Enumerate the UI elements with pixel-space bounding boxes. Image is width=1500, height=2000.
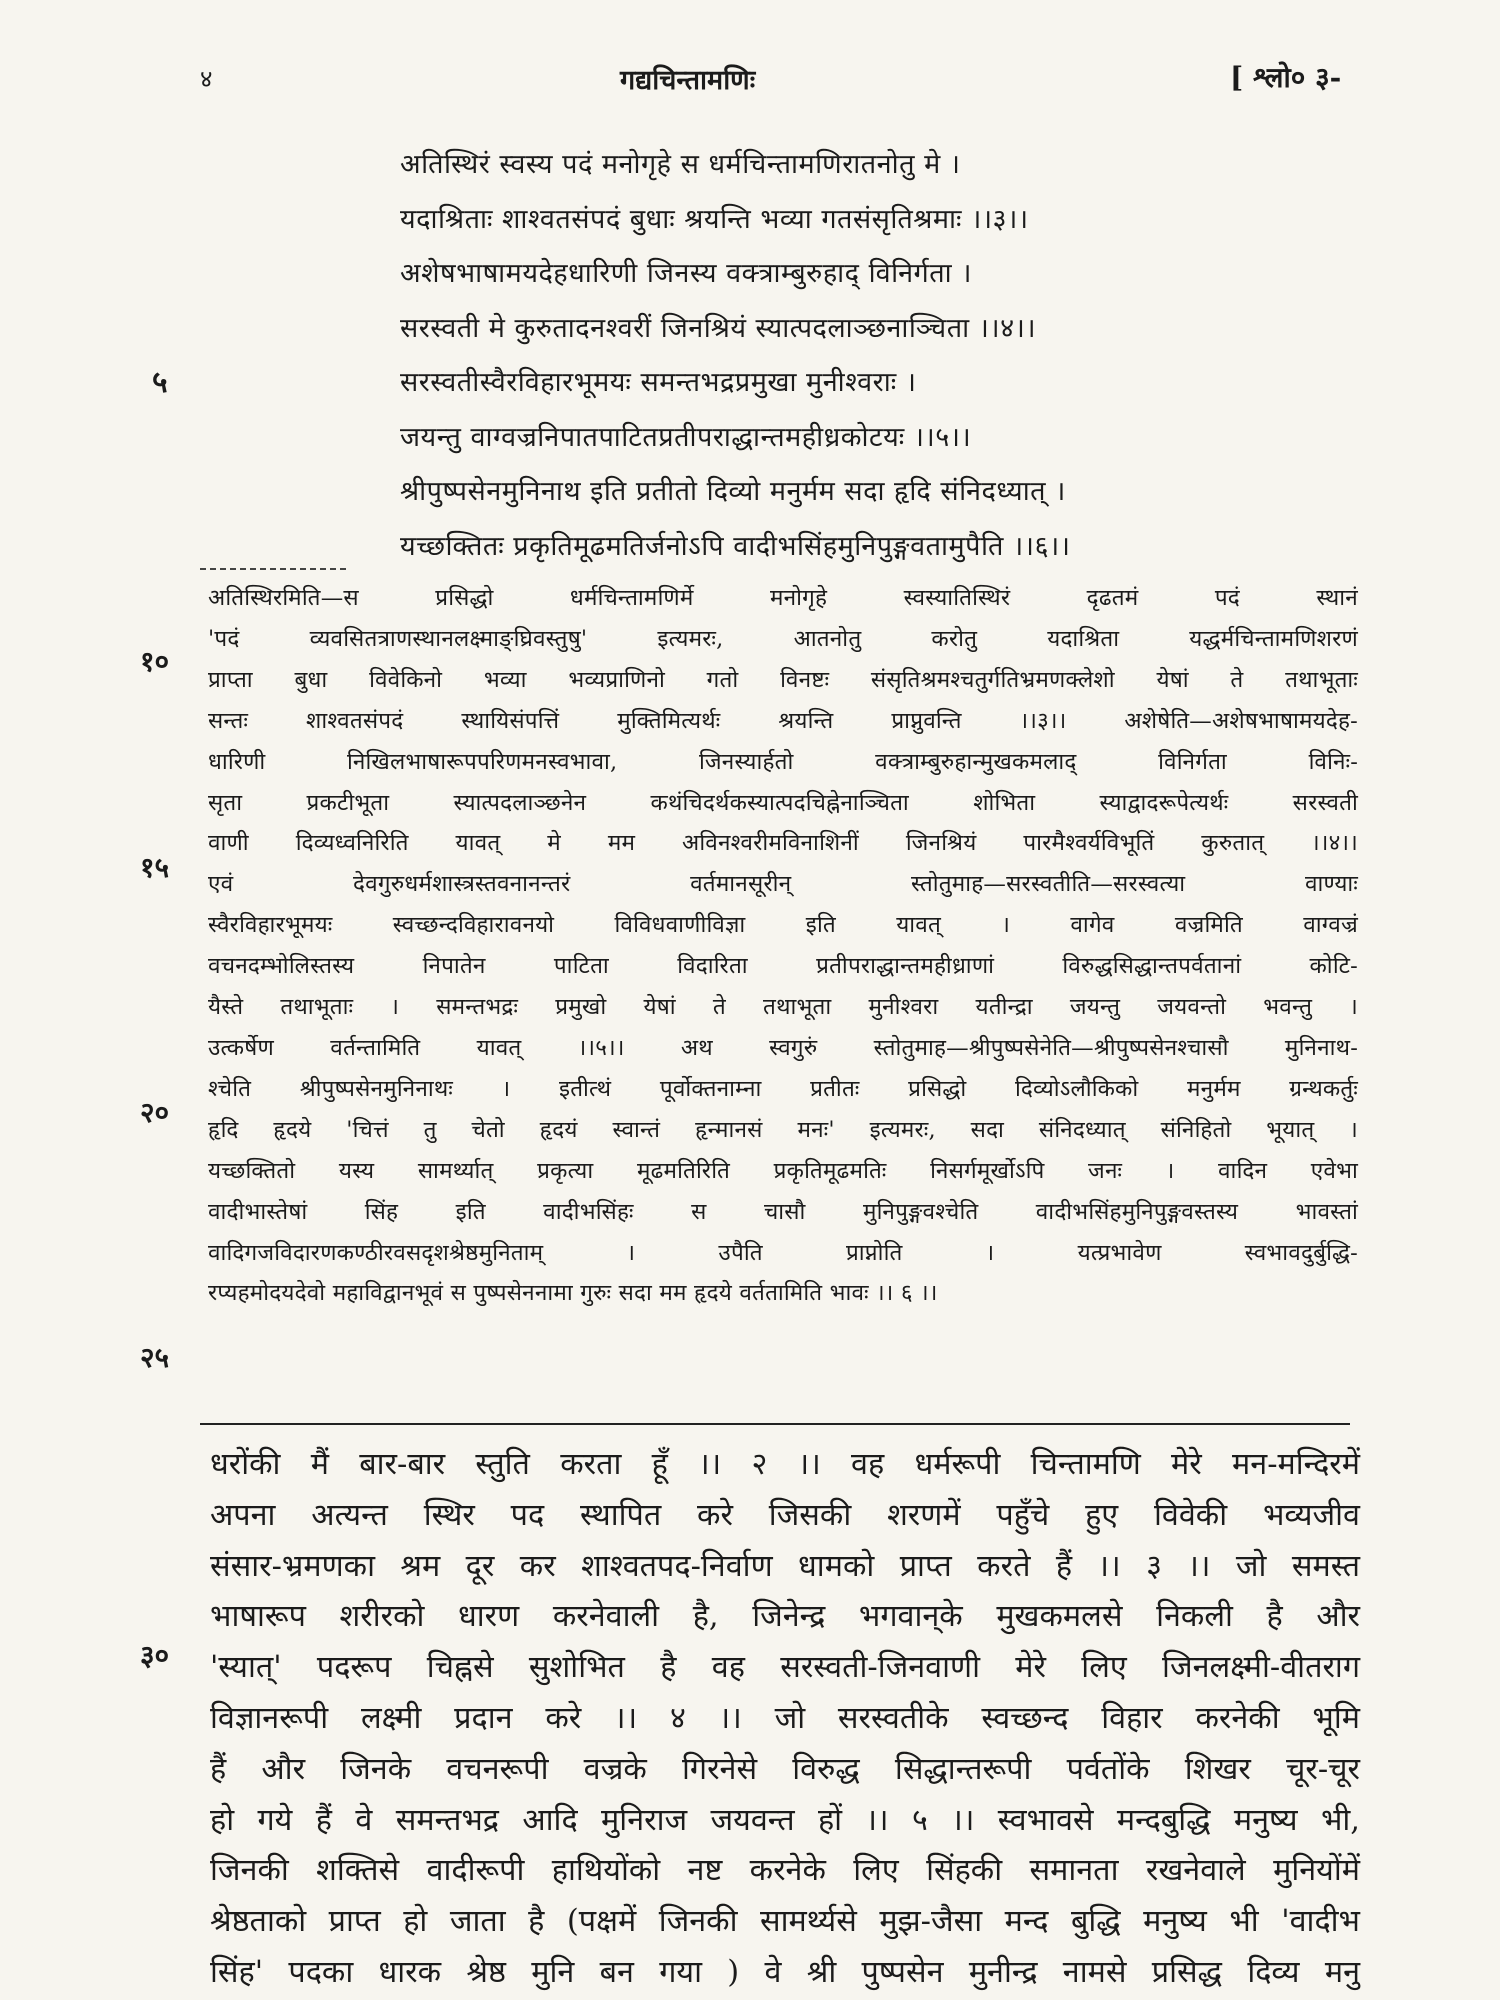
verse-line: यच्छक्तितः प्रकृतिमूढमतिर्जनोऽपि वादीभसिंहमुनिपुङ्गवतामुपैति ।।६।। <box>400 530 1071 562</box>
verse-reference: [ श्लो० ३- <box>1230 61 1342 94</box>
translation-line: हो गये हैं वे समन्तभद्र आदि मुनिराज जयवन्त हों ।। ५ ।। स्वभावसे मन्दबुद्धि मनुष्य भी, <box>210 1802 1360 1838</box>
verse-line: श्रीपुष्पसेनमुनिनाथ इति प्रतीतो दिव्यो मनुर्मम सदा हृदि संनिदध्यात् । <box>400 476 1066 507</box>
translation-line: 'स्यात्' पदरूप चिह्नसे सुशोभित है वह सरस्वती-जिनवाणी मेरे लिए जिनलक्ष्मी-वीतराग <box>210 1650 1360 1686</box>
commentary-line: अतिस्थिरमिति—स प्रसिद्धो धर्मचिन्तामणिर्मे मनोगृहे स्वस्यातिस्थिरं दृढतमं पदं स्थानं <box>208 585 1358 611</box>
horizontal-rule <box>200 1423 1350 1425</box>
commentary-line: यच्छक्तितो यस्य सामर्थ्यात् प्रकृत्या मूढमतिरिति प्रकृतिमूढमतिः निसर्गमूर्खोऽपि जनः । वादिन एवेभा <box>208 1157 1358 1184</box>
commentary-line: वादीभास्तेषां सिंह इति वादीभसिंहः स चासौ मुनिपुङ्गवश्चेति वादीभसिंहमुनिपुङ्गवस्तस्य भावस्तां <box>208 1198 1358 1225</box>
translation-line: सिंह' पदका धारक श्रेष्ठ मुनि बन गया ) वे श्री पुष्पसेन मुनीन्द्र नामसे प्रसिद्ध दिव्य मनु <box>210 1954 1360 1990</box>
section-divider <box>200 568 350 570</box>
commentary-line: वादिगजविदारणकण्ठीरवसदृशश्रेष्ठमुनिताम् । उपैति प्राप्नोति । यत्प्रभावेण स्वभावदुर्बुद्धि- <box>208 1239 1358 1266</box>
line-number: २० <box>140 1096 170 1129</box>
translation-line: धरोंकी मैं बार-बार स्तुति करता हूँ ।। २ ।। वह धर्मरूपी चिन्तामणि मेरे मन-मन्दिरमें <box>210 1447 1360 1482</box>
translation-line: संसार-भ्रमणका श्रम दूर कर शाश्वतपद-निर्वाण धामको प्राप्त करते हैं ।। ३ ।। जो समस्त <box>210 1548 1360 1584</box>
commentary-line: सन्तः शाश्वतसंपदं स्थायिसंपत्तिं मुक्तिमित्यर्थः श्रयन्ति प्राप्नुवन्ति ।।३।। अशेषेति—अशेषभाषामयदेह- <box>208 707 1358 734</box>
translation-line: हैं और जिनके वचनरूपी वज्रके गिरनेसे विरुद्ध सिद्धान्तरूपी पर्वतोंके शिखर चूर-चूर <box>210 1751 1360 1787</box>
line-number: १० <box>140 645 170 678</box>
verse-line: जयन्तु वाग्वज्रनिपातपाटितप्रतीपराद्धान्तमहीध्रकोटयः ।।५।। <box>400 421 972 453</box>
verse-line: सरस्वतीस्वैरविहारभूमयः समन्तभद्रप्रमुखा मुनीश्वराः । <box>400 367 917 398</box>
commentary-line: स्वैरविहारभूमयः स्वच्छन्दविहारावनयो विविधवाणीविज्ञा इति यावत् । वागेव वज्रमिति वाग्वज्रं <box>208 912 1358 939</box>
line-number: २५ <box>140 1341 170 1374</box>
verse-line-marker: ५ <box>152 365 168 400</box>
translation-line: भाषारूप शरीरको धारण करनेवाली है, जिनेन्द्र भगवान्‌के मुखकमलसे निकली है और <box>210 1599 1360 1635</box>
commentary-line: श्चेति श्रीपुष्पसेनमुनिनाथः । इतीत्थं पूर्वोक्तनाम्ना प्रतीतः प्रसिद्धो दिव्योऽलौकिको मनुर्मम ग्रन्थकर्तुः <box>208 1075 1358 1102</box>
verse-line: यदाश्रिताः शाश्वतसंपदं बुधाः श्रयन्ति भव्या गतसंसृतिश्रमाः ।।३।। <box>400 203 1029 235</box>
verse-line: अशेषभाषामयदेहधारिणी जिनस्य वक्त्राम्बुरुहाद् विनिर्गता । <box>400 258 972 289</box>
commentary-line: एवं देवगुरुधर्मशास्त्रस्तवनानन्तरं वर्तमानसूरीन् स्तोतुमाह—सरस्वतीति—सरस्वत्या वाण्याः <box>208 871 1358 898</box>
translation-line: अपना अत्यन्त स्थिर पद स्थापित करे जिसकी शरणमें पहुँचे हुए विवेकी भव्यजीव <box>210 1497 1360 1533</box>
line-number: ३० <box>140 1639 170 1672</box>
commentary-line: उत्कर्षेण वर्तन्तामिति यावत् ।।५।। अथ स्वगुरुं स्तोतुमाह—श्रीपुष्पसेनेति—श्रीपुष्पसेनश्चासौ मुनिनाथ- <box>208 1034 1358 1061</box>
line-number: १५ <box>140 851 170 884</box>
verse-line: अतिस्थिरं स्वस्य पदं मनोगृहे स धर्मचिन्तामणिरातनोतु मे । <box>400 149 961 180</box>
commentary-line: यैस्ते तथाभूताः । समन्तभद्रः प्रमुखो येषां ते तथाभूता मुनीश्वरा यतीन्द्रा जयन्तु जयवन्तो भवन्तु । <box>208 994 1358 1021</box>
hindi-translation <box>210 1440 1360 1999</box>
translation-line: श्रेष्ठताको प्राप्त हो जाता है (पक्षमें जिनकी सामर्थ्यसे मुझ-जैसा मन्द बुद्धि मनुष्य भी 'वादीभ <box>210 1904 1360 1940</box>
translation-line: विज्ञानरूपी लक्ष्मी प्रदान करे ।। ४ ।। जो सरस्वतीके स्वच्छन्द विहार करनेकी भूमि <box>210 1700 1360 1736</box>
verse-line: सरस्वती मे कुरुतादनश्वरीं जिनश्रियं स्यात्पदलाञ्छनाञ्चिता ।।४।। <box>400 312 1037 344</box>
commentary-line: वाणी दिव्यध्वनिरिति यावत् मे मम अविनश्वरीमविनाशिनीं जिनश्रियं पारमैश्वर्यविभूतिं कुरुतात् ।।४।। <box>208 830 1358 857</box>
commentary-line: रप्यहमोदयदेवो महाविद्वानभूवं स पुष्पसेननामा गुरुः सदा मम हृदये वर्ततामिति भावः ।। ६ ।। <box>208 1280 938 1307</box>
commentary-line: 'पदं व्यवसितत्राणस्थानलक्ष्माङ्घ्रिवस्तुषु' इत्यमरः, आतनोतु करोतु यदाश्रिता यद्धर्मचिन्तामणिशरणं <box>208 625 1358 652</box>
running-title: गद्यचिन्तामणिः <box>620 65 756 96</box>
commentary-line: हृदि हृदये 'चित्तं तु चेतो हृदयं स्वान्तं हृन्मानसं मनः' इत्यमरः, सदा संनिदध्यात् संनिहितो भूयात् । <box>208 1116 1358 1143</box>
commentary-line: सृता प्रकटीभूता स्यात्पदलाञ्छनेन कथंचिदर्थकस्यात्पदचिह्नेनाञ्चिता शोभिता स्याद्वादरूपेत्यर्थः सरस्वती <box>208 789 1358 816</box>
translation-line: जिनकी शक्तिसे वादीरूपी हाथियोंको नष्ट करनेके लिए सिंहकी समानता रखनेवाले मुनियोंमें <box>210 1853 1360 1889</box>
page-number: ४ <box>200 65 213 93</box>
commentary-line: प्राप्ता बुधा विवेकिनो भव्या भव्यप्राणिनो गतो विनष्टः संसृतिश्रमश्चतुर्गतिभ्रमणक्लेशो येषां ते तथाभूताः <box>208 666 1358 693</box>
verse-block <box>400 138 1300 574</box>
sanskrit-commentary <box>208 578 1358 1314</box>
commentary-line: धारिणी निखिलभाषारूपपरिणमनस्वभावा, जिनस्यार्हतो वक्त्राम्बुरुहान्मुखकमलाद् विनिर्गता विनिः- <box>208 748 1358 775</box>
commentary-line: वचनदम्भोलिस्तस्य निपातेन पाटिता विदारिता प्रतीपराद्धान्तमहीध्राणां विरुद्धसिद्धान्तपर्वतानां कोटि- <box>208 953 1358 980</box>
